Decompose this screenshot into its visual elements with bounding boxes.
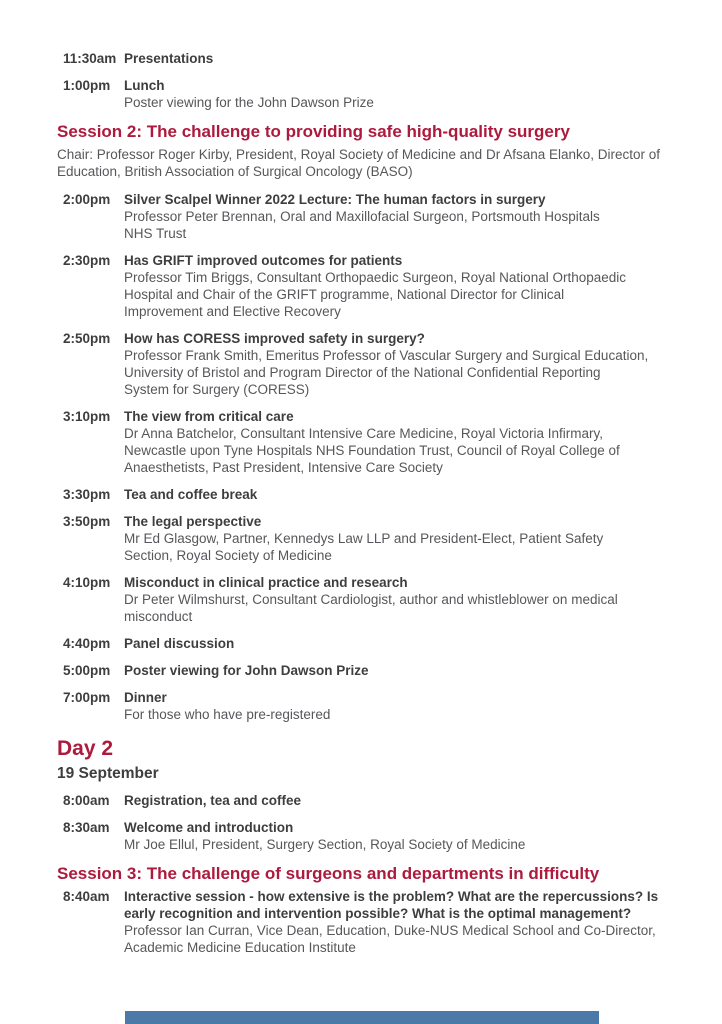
footer-bar bbox=[125, 1011, 599, 1024]
session-chair bbox=[57, 146, 682, 180]
schedule-entry bbox=[63, 689, 682, 723]
entry-time: 8:30am bbox=[63, 820, 110, 835]
entry-body bbox=[124, 486, 682, 503]
entry-time: 11:30am bbox=[63, 51, 117, 66]
entry-time: 1:00pm bbox=[63, 78, 111, 93]
entry-time: 2:50pm bbox=[63, 331, 111, 346]
schedule-entry bbox=[63, 191, 682, 242]
schedule-entry bbox=[63, 408, 682, 476]
entry-body bbox=[124, 574, 682, 625]
schedule-entry bbox=[63, 330, 682, 398]
entry-title: Registration, tea and coffee bbox=[124, 793, 302, 808]
entry-time: 4:40pm bbox=[63, 636, 111, 651]
schedule-entry bbox=[63, 635, 682, 652]
entry-detail: Mr Ed Glasgow, Partner, Kennedys Law LLP and President-Elect, Patient Safety bbox=[124, 531, 604, 546]
entry-title: Presentations bbox=[124, 51, 214, 66]
entry-time: 5:00pm bbox=[63, 663, 111, 678]
entry-title: The legal perspective bbox=[124, 514, 262, 529]
schedule-entry bbox=[63, 662, 682, 679]
entry-body bbox=[124, 635, 682, 652]
entry-title: Interactive session - how extensive is the problem? What are the repercussions? Is bbox=[124, 889, 659, 904]
entry-body bbox=[124, 689, 682, 723]
schedule-entry bbox=[63, 574, 682, 625]
entry-time: 3:10pm bbox=[63, 409, 111, 424]
entry-detail: Professor Frank Smith, Emeritus Professor of Vascular Surgery and Surgical Education, bbox=[124, 348, 649, 363]
entry-body bbox=[124, 662, 682, 679]
schedule-entry bbox=[63, 513, 682, 564]
entry-body bbox=[124, 330, 682, 398]
entry-detail: For those who have pre-registered bbox=[124, 707, 331, 722]
entry-detail: misconduct bbox=[124, 609, 193, 624]
entry-detail: Section, Royal Society of Medicine bbox=[124, 548, 332, 563]
entry-title: Silver Scalpel Winner 2022 Lecture: The human factors in surgery bbox=[124, 192, 546, 207]
entry-time: 3:30pm bbox=[63, 487, 111, 502]
entry-detail: Professor Tim Briggs, Consultant Orthopaedic Surgeon, Royal National Orthopaedic bbox=[124, 270, 627, 285]
entry-body bbox=[124, 77, 682, 111]
entry-body bbox=[124, 792, 682, 809]
entry-body bbox=[124, 513, 682, 564]
entry-body bbox=[124, 819, 682, 853]
entry-title: Tea and coffee break bbox=[124, 487, 258, 502]
entry-time: 3:50pm bbox=[63, 514, 111, 529]
schedule-entry bbox=[63, 888, 682, 956]
entry-detail: Improvement and Elective Recovery bbox=[124, 304, 341, 319]
session-heading: Session 3: The challenge of surgeons and departments in difficulty bbox=[57, 864, 600, 883]
schedule-entry bbox=[63, 252, 682, 320]
entry-time: 2:00pm bbox=[63, 192, 111, 207]
entry-title: Lunch bbox=[124, 78, 165, 93]
entry-detail: Professor Ian Curran, Vice Dean, Education, Duke-NUS Medical School and Co-Director, bbox=[124, 923, 656, 938]
entry-body bbox=[124, 191, 682, 242]
entry-time: 4:10pm bbox=[63, 575, 111, 590]
entry-detail: Dr Peter Wilmshurst, Consultant Cardiologist, author and whistleblower on medical bbox=[124, 592, 618, 607]
entry-time: 8:00am bbox=[63, 793, 110, 808]
entry-body bbox=[124, 408, 682, 476]
entry-body bbox=[124, 888, 682, 956]
entry-title: Has GRIFT improved outcomes for patients bbox=[124, 253, 403, 268]
entry-title: How has CORESS improved safety in surgery? bbox=[124, 331, 425, 346]
entry-time: 8:40am bbox=[63, 889, 110, 904]
entry-detail: Mr Joe Ellul, President, Surgery Section, Royal Society of Medicine bbox=[124, 837, 526, 852]
schedule-entry bbox=[63, 77, 682, 111]
entry-title: Misconduct in clinical practice and research bbox=[124, 575, 408, 590]
entry-body bbox=[124, 50, 682, 67]
entry-detail: System for Surgery (CORESS) bbox=[124, 382, 310, 397]
entry-time: 2:30pm bbox=[63, 253, 111, 268]
entry-title: Dinner bbox=[124, 690, 167, 705]
day-heading: Day 2 bbox=[57, 737, 114, 760]
schedule-entry bbox=[63, 50, 682, 67]
chair-line: Education, British Association of Surgical Oncology (BASO) bbox=[57, 164, 413, 179]
schedule-entry bbox=[63, 819, 682, 853]
entry-detail: Professor Peter Brennan, Oral and Maxillofacial Surgeon, Portsmouth Hospitals bbox=[124, 209, 600, 224]
entry-title: The view from critical care bbox=[124, 409, 294, 424]
schedule-entry bbox=[63, 486, 682, 503]
date-heading: 19 September bbox=[57, 765, 159, 782]
entry-body bbox=[124, 252, 682, 320]
entry-detail: Newcastle upon Tyne Hospitals NHS Foundation Trust, Council of Royal College of bbox=[124, 443, 620, 458]
entry-title: Panel discussion bbox=[124, 636, 235, 651]
entry-detail: Poster viewing for the John Dawson Prize bbox=[124, 95, 374, 110]
entry-title: Welcome and introduction bbox=[124, 820, 294, 835]
chair-line: Chair: Professor Roger Kirby, President, Royal Society of Medicine and Dr Afsana Elanko, Director of bbox=[57, 147, 661, 162]
entry-title: early recognition and intervention possible? What is the optimal management? bbox=[124, 906, 632, 921]
entry-detail: Anaesthetists, Past President, Intensive Care Society bbox=[124, 460, 443, 475]
entry-detail: University of Bristol and Program Director of the National Confidential Reporting bbox=[124, 365, 601, 380]
entry-detail: NHS Trust bbox=[124, 226, 187, 241]
entry-time: 7:00pm bbox=[63, 690, 111, 705]
schedule-entry bbox=[63, 792, 682, 809]
programme-page bbox=[57, 50, 682, 966]
session-heading: Session 2: The challenge to providing safe high-quality surgery bbox=[57, 122, 570, 141]
entry-detail: Academic Medicine Education Institute bbox=[124, 940, 356, 955]
entry-detail: Dr Anna Batchelor, Consultant Intensive Care Medicine, Royal Victoria Infirmary, bbox=[124, 426, 603, 441]
entry-title: Poster viewing for John Dawson Prize bbox=[124, 663, 369, 678]
entry-detail: Hospital and Chair of the GRIFT programme, National Director for Clinical bbox=[124, 287, 565, 302]
